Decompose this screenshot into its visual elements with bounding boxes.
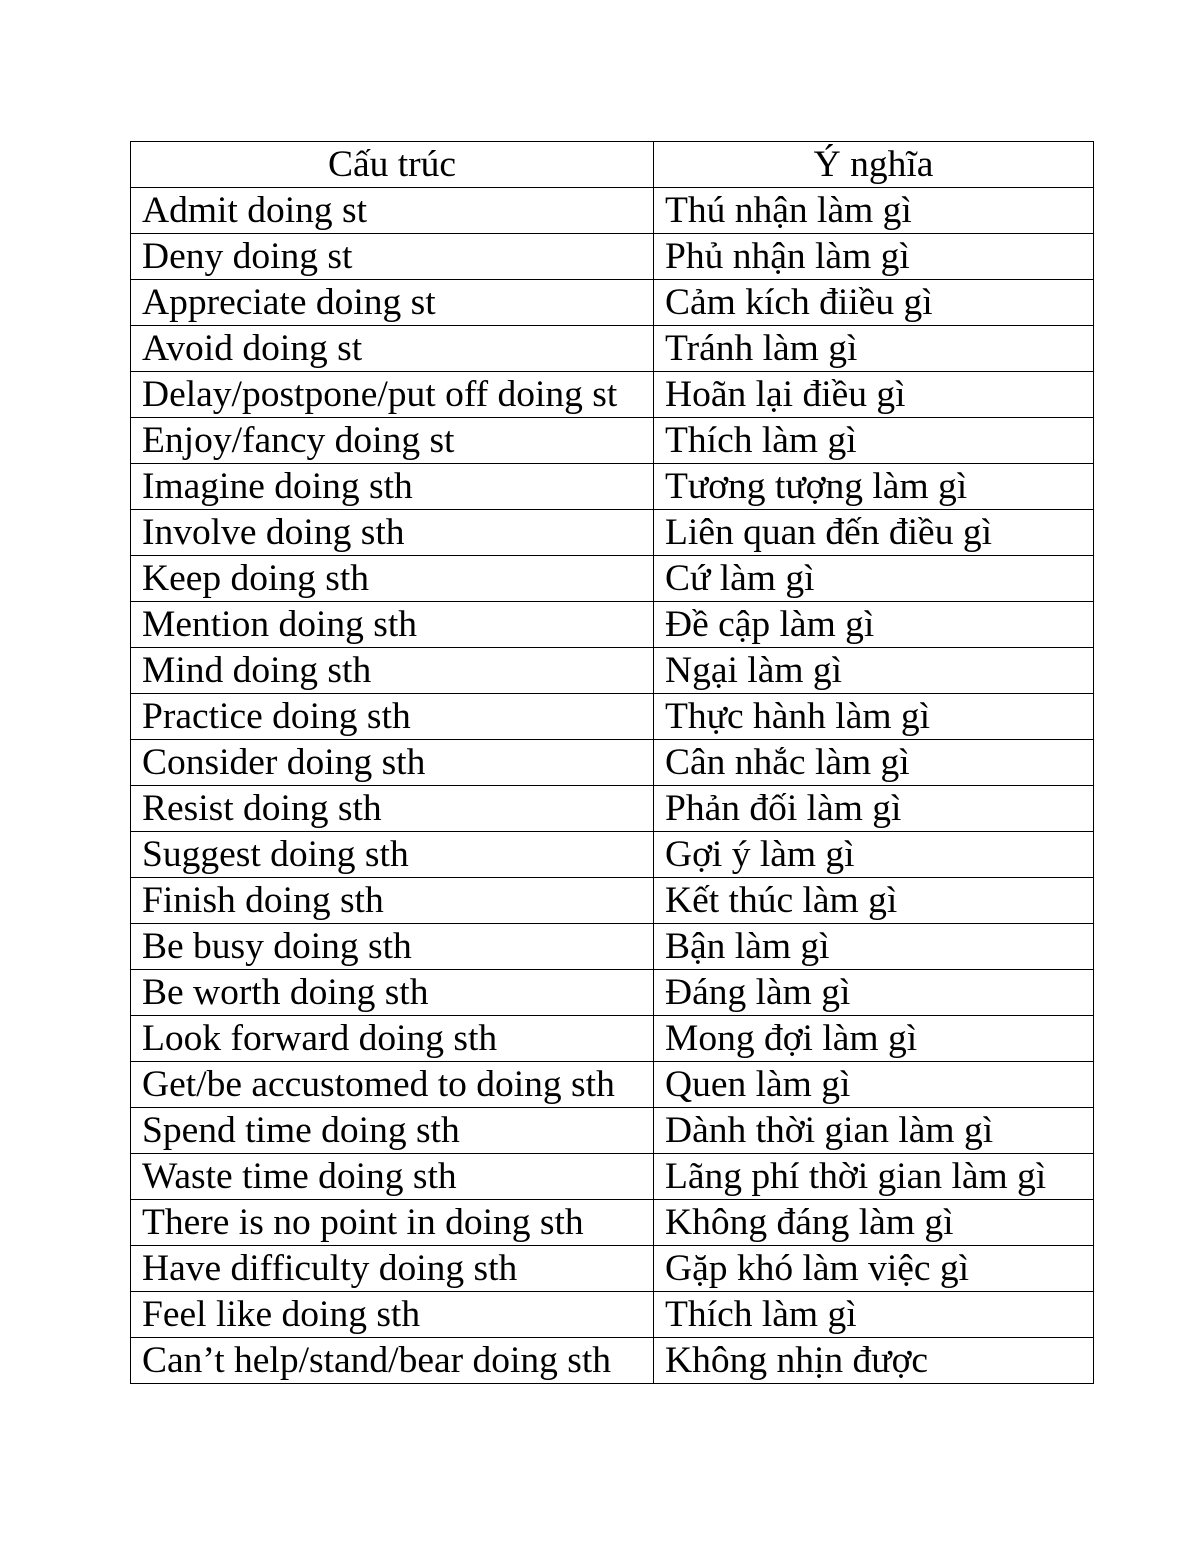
structure-cell: Resist doing sth: [131, 786, 654, 832]
structure-cell: Feel like doing sth: [131, 1292, 654, 1338]
meaning-cell: Ngại làm gì: [654, 648, 1094, 694]
meaning-cell: Hoãn lại điều gì: [654, 372, 1094, 418]
meaning-cell: Thích làm gì: [654, 1292, 1094, 1338]
structure-cell: Imagine doing sth: [131, 464, 654, 510]
structure-cell: Admit doing st: [131, 188, 654, 234]
structure-cell: Finish doing sth: [131, 878, 654, 924]
structure-cell: Delay/postpone/put off doing st: [131, 372, 654, 418]
meaning-cell: Tránh làm gì: [654, 326, 1094, 372]
structure-cell: Be worth doing sth: [131, 970, 654, 1016]
structure-cell: Consider doing sth: [131, 740, 654, 786]
structure-cell: Avoid doing st: [131, 326, 654, 372]
meaning-cell: Không nhịn được: [654, 1338, 1094, 1384]
meaning-cell: Cảm kích điiều gì: [654, 280, 1094, 326]
table-row: [131, 1338, 1094, 1384]
table-row: [131, 464, 1094, 510]
meaning-cell: Thú nhận làm gì: [654, 188, 1094, 234]
structure-cell: Spend time doing sth: [131, 1108, 654, 1154]
structure-cell: Can’t help/stand/bear doing sth: [131, 1338, 654, 1384]
table-row: [131, 1016, 1094, 1062]
table-row: [131, 1154, 1094, 1200]
meaning-cell: Tương tượng làm gì: [654, 464, 1094, 510]
header-meaning: Ý nghĩa: [654, 142, 1094, 188]
table-row: [131, 418, 1094, 464]
structure-cell: Mention doing sth: [131, 602, 654, 648]
structure-cell: Enjoy/fancy doing st: [131, 418, 654, 464]
structure-cell: Involve doing sth: [131, 510, 654, 556]
structure-cell: Have difficulty doing sth: [131, 1246, 654, 1292]
meaning-cell: Mong đợi làm gì: [654, 1016, 1094, 1062]
table-row: [131, 786, 1094, 832]
table-row: [131, 372, 1094, 418]
header-structure: Cấu trúc: [131, 142, 654, 188]
meaning-cell: Lãng phí thời gian làm gì: [654, 1154, 1094, 1200]
structure-cell: Be busy doing sth: [131, 924, 654, 970]
structure-cell: Look forward doing sth: [131, 1016, 654, 1062]
meaning-cell: Bận làm gì: [654, 924, 1094, 970]
table-row: [131, 280, 1094, 326]
meaning-cell: Phủ nhận làm gì: [654, 234, 1094, 280]
structure-cell: There is no point in doing sth: [131, 1200, 654, 1246]
structure-cell: Keep doing sth: [131, 556, 654, 602]
table-row: [131, 694, 1094, 740]
table-row: [131, 740, 1094, 786]
table-row: [131, 1246, 1094, 1292]
table-header-row: [131, 142, 1094, 188]
table-row: [131, 970, 1094, 1016]
meaning-cell: Dành thời gian làm gì: [654, 1108, 1094, 1154]
table-row: [131, 924, 1094, 970]
table-row: [131, 1200, 1094, 1246]
meaning-cell: Cứ làm gì: [654, 556, 1094, 602]
table-row: [131, 602, 1094, 648]
table-row: [131, 510, 1094, 556]
table-body: [131, 188, 1094, 1384]
meaning-cell: Đáng làm gì: [654, 970, 1094, 1016]
meaning-cell: Thực hành làm gì: [654, 694, 1094, 740]
grammar-table: [130, 141, 1094, 1384]
table-row: [131, 1108, 1094, 1154]
structure-cell: Suggest doing sth: [131, 832, 654, 878]
table-row: [131, 832, 1094, 878]
meaning-cell: Gợi ý làm gì: [654, 832, 1094, 878]
structure-cell: Get/be accustomed to doing sth: [131, 1062, 654, 1108]
meaning-cell: Quen làm gì: [654, 1062, 1094, 1108]
table-row: [131, 878, 1094, 924]
meaning-cell: Liên quan đến điều gì: [654, 510, 1094, 556]
table-row: [131, 1062, 1094, 1108]
meaning-cell: Phản đối làm gì: [654, 786, 1094, 832]
meaning-cell: Gặp khó làm việc gì: [654, 1246, 1094, 1292]
table-row: [131, 188, 1094, 234]
table-row: [131, 234, 1094, 280]
structure-cell: Mind doing sth: [131, 648, 654, 694]
meaning-cell: Đề cập làm gì: [654, 602, 1094, 648]
structure-cell: Waste time doing sth: [131, 1154, 654, 1200]
table-row: [131, 1292, 1094, 1338]
structure-cell: Deny doing st: [131, 234, 654, 280]
meaning-cell: Không đáng làm gì: [654, 1200, 1094, 1246]
table-row: [131, 326, 1094, 372]
structure-cell: Practice doing sth: [131, 694, 654, 740]
table-row: [131, 648, 1094, 694]
table-row: [131, 556, 1094, 602]
meaning-cell: Thích làm gì: [654, 418, 1094, 464]
meaning-cell: Kết thúc làm gì: [654, 878, 1094, 924]
structure-cell: Appreciate doing st: [131, 280, 654, 326]
meaning-cell: Cân nhắc làm gì: [654, 740, 1094, 786]
